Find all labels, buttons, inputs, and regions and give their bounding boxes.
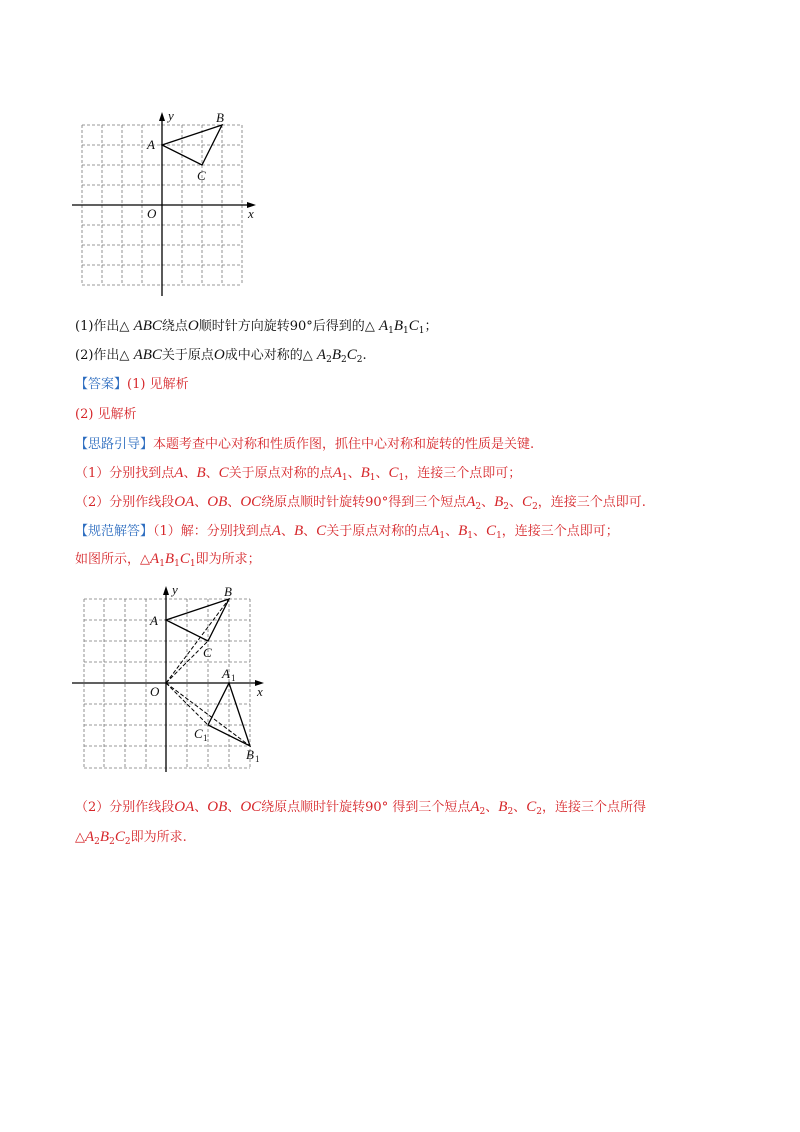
label-b: B <box>216 110 224 125</box>
label-c: C <box>203 645 212 660</box>
label-b1: B <box>246 747 254 762</box>
solution-step-2: 如图所示，$\triangle A_1B_1C_1$即为所求； <box>75 551 261 569</box>
label-x: x <box>248 206 254 221</box>
label-a1: A <box>222 666 230 681</box>
question-1: (1)作出△ ABC绕点O顺时针方向旋转90°后得到的△ $A_1B_1C_1$； <box>75 318 438 336</box>
guide-intro: 【思路引导】本题考查中心对称和性质作图，抓住中心对称和旋转的性质是关键. <box>75 437 535 452</box>
label-c1-sub: 1 <box>203 733 208 743</box>
label-y: y <box>172 582 178 597</box>
label-c: C <box>197 168 206 183</box>
figure-2 <box>70 582 285 772</box>
label-a: A <box>147 137 155 152</box>
question-2: (2)作出△ ABC关于原点O成中心对称的△ $A_2B_2C_2$. <box>75 347 367 365</box>
label-b1-sub: 1 <box>255 754 260 764</box>
label-a1-sub: 1 <box>231 673 236 683</box>
label-y: y <box>168 108 174 123</box>
label-o: O <box>150 684 160 699</box>
label-c1: C <box>194 726 203 741</box>
label-x: x <box>257 684 263 699</box>
figure-1 <box>70 108 270 300</box>
guide-step-2: （2）分别作线段OA、OB、OC绕原点顺时针旋转90°得到三个短点$A_2$、$B_2$、$C_2$，连接三个点即可. <box>75 494 646 512</box>
guide-step-1: （1）分别找到点A、B、C关于原点对称的点$A_1$、$B_1$、$C_1$，连接三个点即可； <box>75 465 522 483</box>
label-b: B <box>224 584 232 599</box>
solution-step-4: $\triangle A_2B_2C_2$即为所求. <box>75 829 187 847</box>
solution-step-1: 【规范解答】（1）解：分别找到点A、B、C关于原点对称的点$A_1$、$B_1$、$C_1$，连接三个点即可； <box>75 523 619 541</box>
label-a: A <box>150 613 158 628</box>
answer-1: 【答案】(1) 见解析 <box>75 377 189 392</box>
label-o: O <box>147 206 157 221</box>
solution-step-3: （2）分别作线段OA、OB、OC绕原点顺时针旋转90° 得到三个短点$A_2$、$B_2$、$C_2$，连接三个点所得 <box>75 799 646 817</box>
answer-2: (2) 见解析 <box>75 407 137 422</box>
